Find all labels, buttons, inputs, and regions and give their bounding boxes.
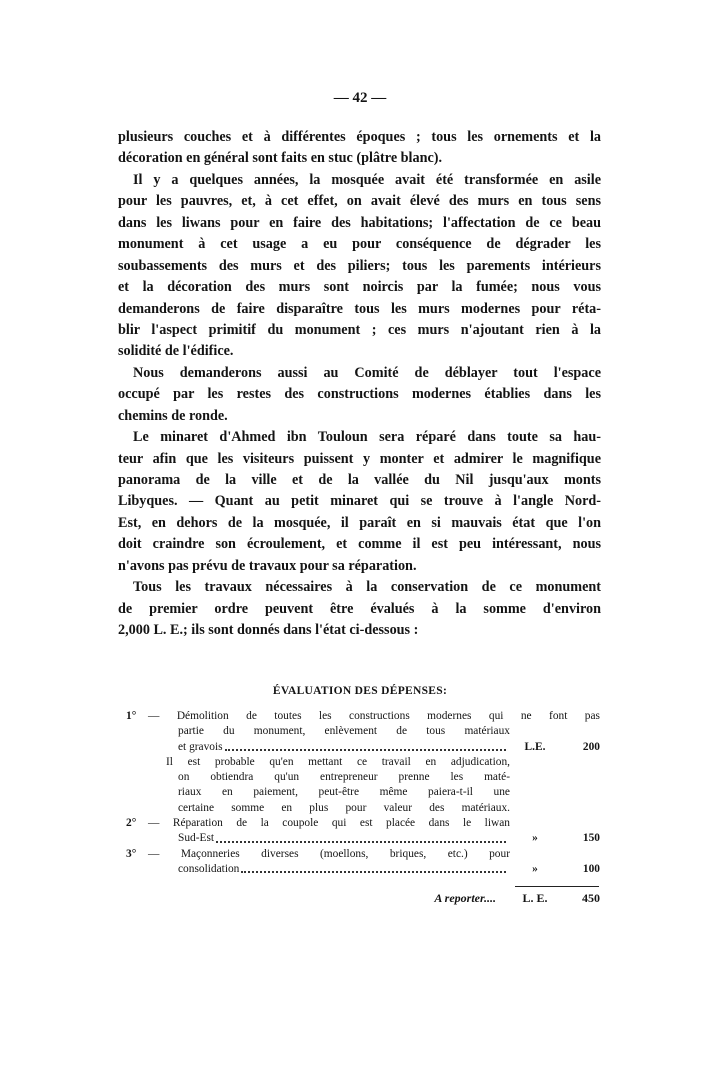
dot-leader: [216, 831, 506, 842]
total-unit: L. E.: [522, 891, 548, 905]
table-row: [126, 770, 510, 785]
text-line: n'avons pas prévu de travaux pour sa réparation.: [118, 557, 417, 574]
item-text: — Réparation de la coupole qui est placée dans le liwan: [148, 817, 510, 830]
text-line: Libyques. — Quant au petit minaret qui se trouve à l'angle Nord-: [118, 493, 601, 510]
text-line: Est, en dehors de la mosquée, il paraît en si mauvais état que l'on: [118, 514, 601, 531]
total-amount: 450: [582, 891, 600, 905]
note-text: on obtiendra qu'un entrepreneur prenne les maté-: [178, 771, 510, 784]
table-row: [126, 862, 600, 877]
unit: »: [532, 832, 538, 845]
total-row: [126, 890, 600, 906]
text-line: Nous demanderons aussi au Comité de déblayer tout l'espace: [133, 364, 601, 381]
text-line: chemins de ronde.: [118, 407, 228, 424]
text-line: blir l'aspect primitif du monument ; ces murs n'ajoutant rien à la: [118, 321, 601, 338]
expense-table: [126, 709, 600, 877]
text-line: pour les pauvres, et, à cet effet, on avait élevé des murs en tous sens: [118, 193, 601, 210]
text-line: occupé par les restes des constructions modernes établies dans les: [118, 386, 601, 403]
unit: L.E.: [524, 740, 546, 753]
item-text: partie du monument, enlèvement de tous matériaux: [178, 725, 510, 738]
page-number: — 42 —: [333, 90, 387, 106]
table-row: [126, 847, 510, 862]
text-line: Le minaret d'Ahmed ibn Touloun sera réparé dans toute sa hau-: [133, 429, 601, 446]
text-line: panorama de la ville et de la vallée du Nil jusqu'aux monts: [118, 472, 601, 488]
table-row: [126, 740, 600, 755]
text-line: solidité de l'édifice.: [118, 343, 234, 360]
body-text: [118, 127, 601, 642]
item-text: — Maçonneries diverses (moellons, briques, etc.) pour: [148, 847, 510, 860]
table-row: [126, 785, 510, 800]
table-row: [126, 831, 600, 846]
text-line: Tous les travaux nécessaires à la conservation de ce monument: [133, 579, 601, 596]
item-text: consolidation: [178, 862, 240, 875]
table-row: [126, 816, 510, 831]
table-row: [126, 709, 600, 724]
item-number: 1°: [126, 710, 137, 722]
text-line: décoration en général sont faits en stuc (plâtre blanc).: [118, 150, 443, 167]
section-heading: ÉVALUATION DES DÉPENSES:: [272, 685, 448, 697]
item-text: et gravois: [178, 740, 223, 753]
text-line: monument à cet usage a eu pour conséquence de dégrader les: [118, 236, 601, 253]
sum-rule: [515, 886, 599, 887]
note-text: certaine somme en plus pour valeur des matériaux.: [178, 801, 510, 814]
amount: 150: [582, 832, 600, 845]
text-line: 2,000 L. E.; ils sont donnés dans l'état ci-dessous :: [118, 622, 419, 639]
note-text: Il est probable qu'en mettant ce travail en adjudication,: [166, 755, 510, 768]
total-label: A reporter....: [434, 891, 496, 905]
item-number: 2°: [126, 817, 137, 830]
amount: 200: [582, 740, 600, 753]
dot-leader: [225, 740, 506, 751]
item-text: Sud-Est: [178, 832, 215, 845]
note-text: riaux en paiement, peut-être même paiera-t-il une: [178, 786, 510, 799]
item-text: — Démolition de toutes les constructions modernes qui ne font pas: [148, 710, 600, 722]
table-row: [126, 755, 510, 770]
text-line: Il y a quelques années, la mosquée avait été transformée en asile: [133, 171, 601, 188]
amount: 100: [582, 862, 600, 875]
table-row: [126, 724, 510, 739]
text-line: doit craindre son écroulement, et comme il est peu intéressant, nous: [118, 536, 601, 553]
text-line: demanderons de faire disparaître tous les murs modernes pour réta-: [118, 300, 601, 317]
item-number: 3°: [126, 847, 137, 860]
text-line: plusieurs couches et à différentes époques ; tous les ornements et la: [118, 129, 601, 145]
text-line: dans les liwans pour en faire des habitations; l'affectation de ce beau: [118, 214, 601, 231]
dot-leader: [241, 862, 506, 873]
table-row: [126, 801, 510, 816]
text-line: soubassements des murs et des piliers; tous les parements intérieurs: [118, 257, 601, 274]
text-line: teur afin que les visiteurs puissent y monter et admirer le magnifique: [118, 450, 601, 467]
text-line: et la décoration des murs sont noircis par la fumée; nous vous: [118, 279, 601, 296]
unit: »: [532, 862, 538, 875]
text-line: de premier ordre peuvent être évalués à la somme d'environ: [118, 600, 601, 617]
